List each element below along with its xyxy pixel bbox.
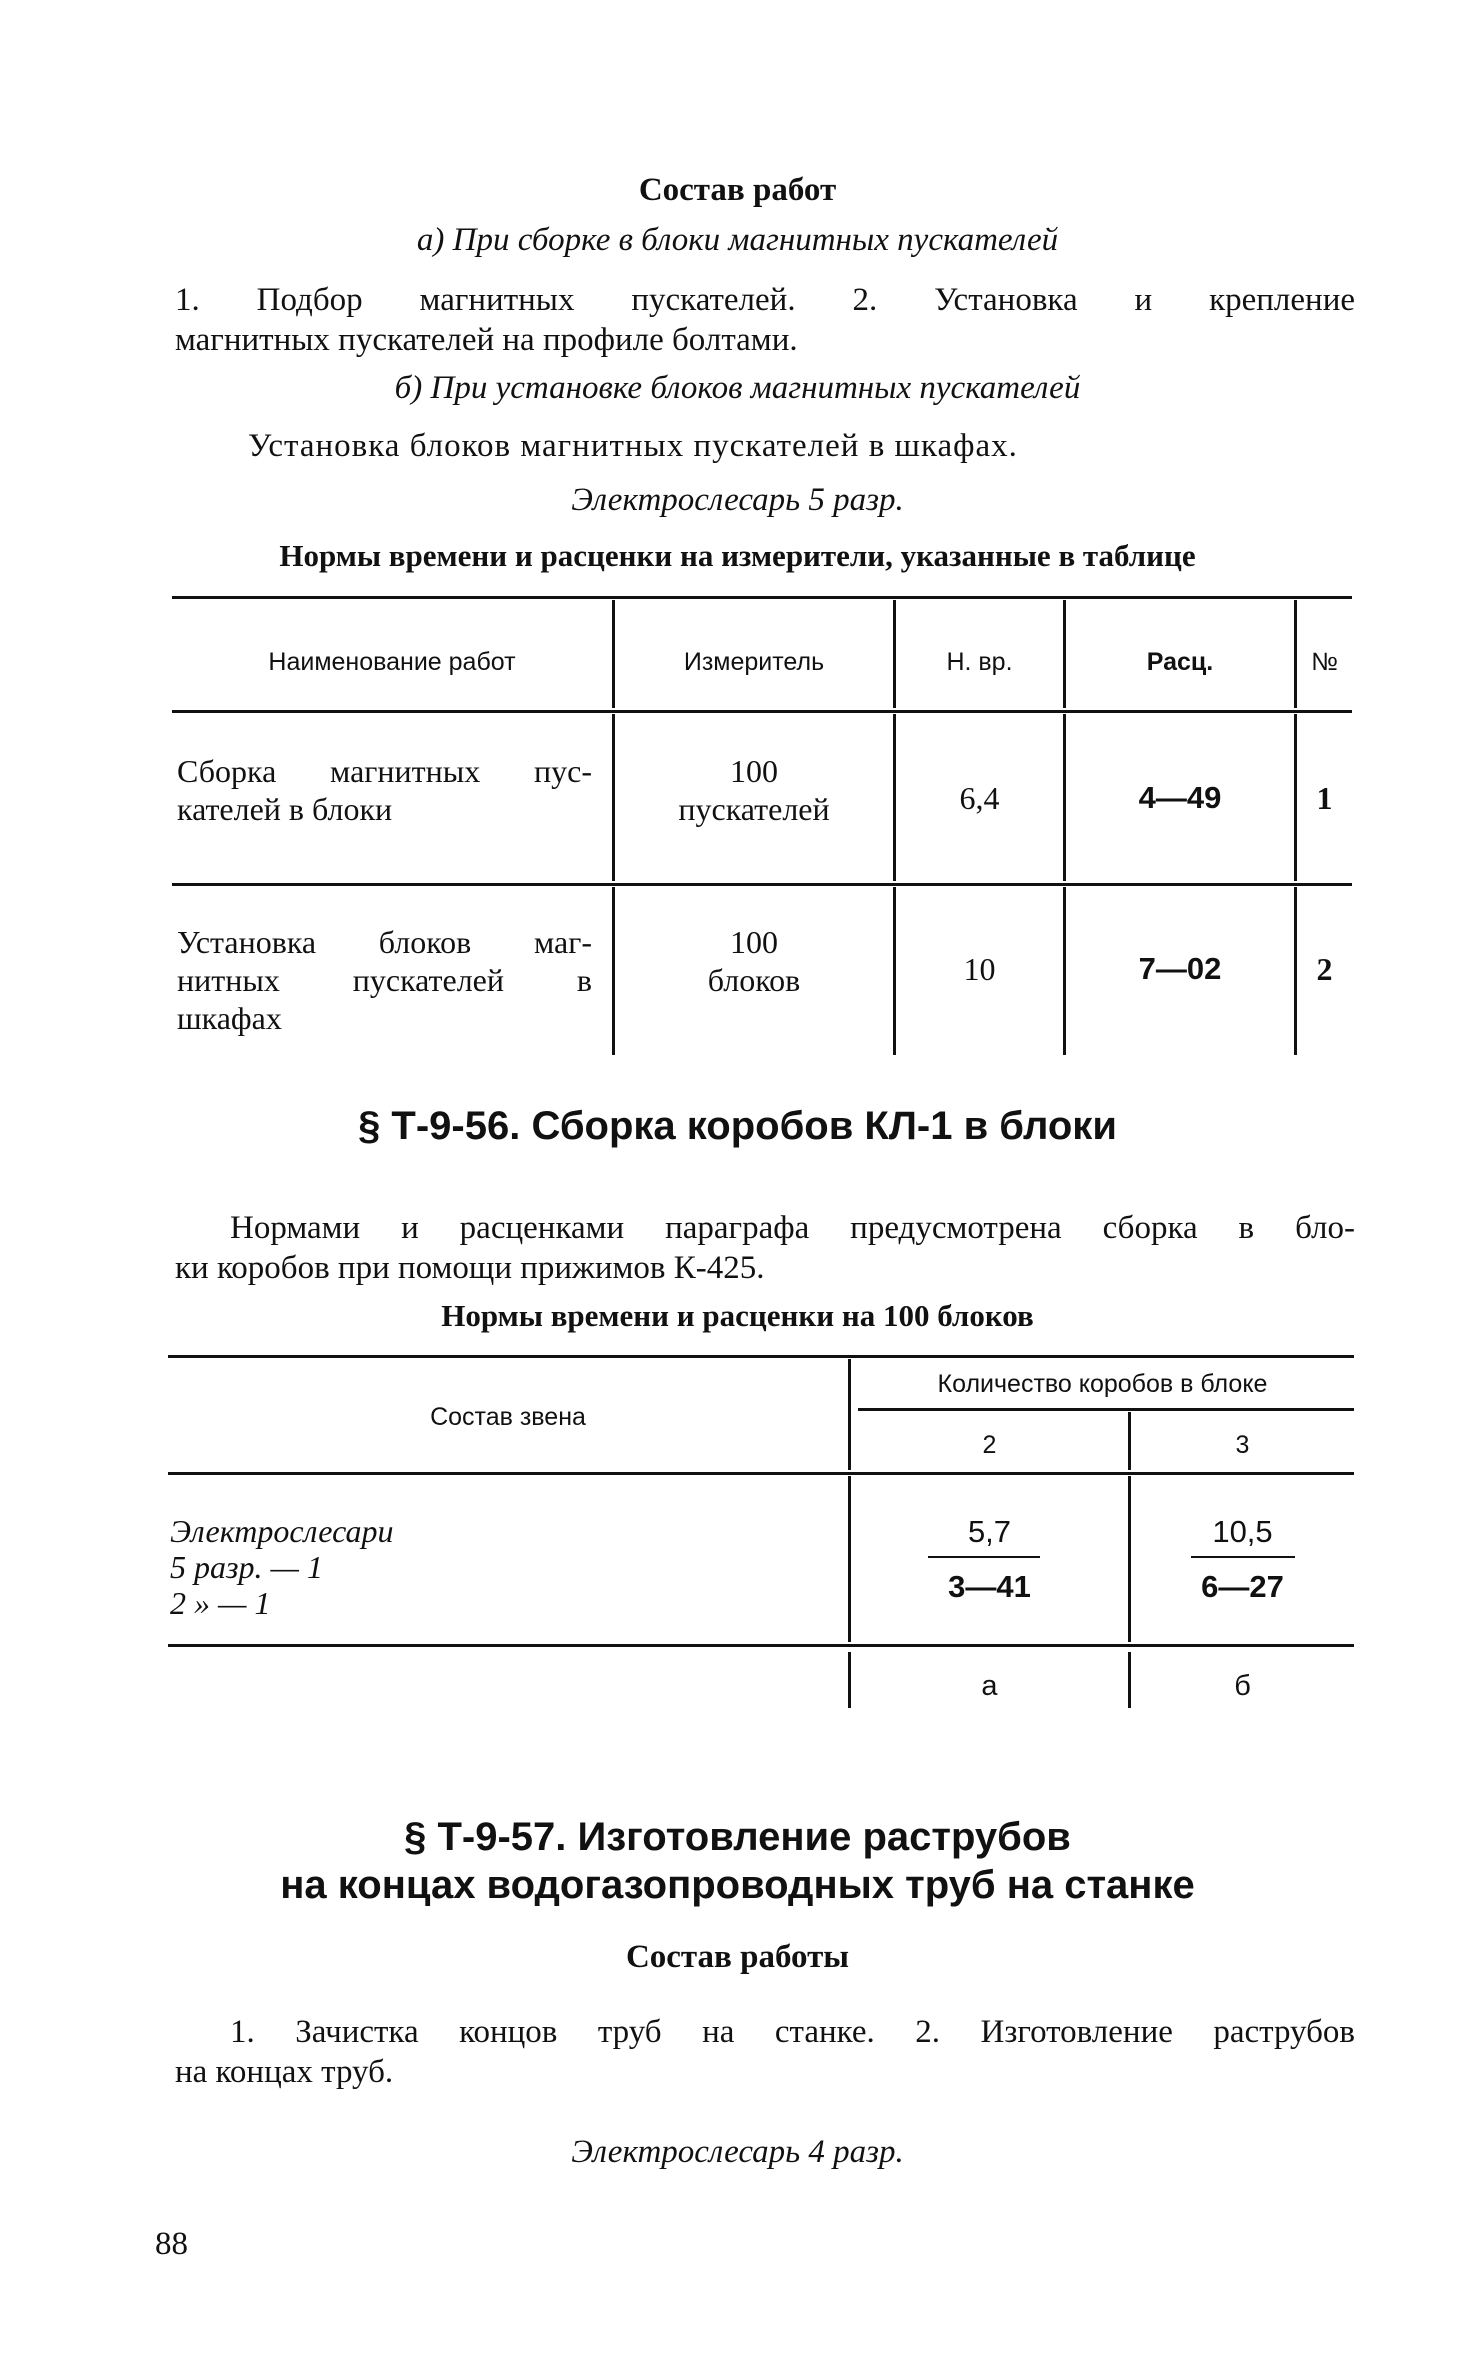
table2-subheader-3: 3 [1235,1431,1250,1459]
table1-row-2-name [177,923,592,1037]
paragraph-a [175,280,1355,360]
table1-row-1-unit [615,752,893,828]
table2-col3-time: 10,5 [1212,1514,1273,1549]
table1-header-unit: Измеритель [683,648,825,676]
paragraph-t-9-56 [175,1208,1355,1288]
page-number: 88 [155,2226,188,2262]
table1-row-1-number: 1 [1316,780,1333,816]
table1-row-2-time: 10 [963,951,996,987]
worker-grade-5: Электрослесарь 5 разр. [571,482,904,518]
table2-header-group: Количество коробов в блоке [937,1370,1268,1398]
table1-header-rule [172,710,1352,713]
table1-header-time: Н. вр. [946,648,1013,676]
table1-header-name: Наименование работ [268,648,516,676]
paragraph-t-9-57 [175,2012,1355,2092]
paragraph-t-9-57-line-2: на концах труб. [175,2054,394,2090]
worker-grade-4: Электрослесарь 4 разр. [571,2134,904,2170]
table2-col3-fraction-bar [1191,1556,1295,1558]
subheading-b: б) При установке блоков магнитных пускателей [394,370,1081,406]
table2-col3-price: 6—27 [1201,1569,1284,1604]
paragraph-t-9-56-line-2: ки коробов при помощи прижимов К-425. [175,1250,765,1286]
table2-col2-time: 5,7 [967,1514,1012,1549]
table2-top-rule [168,1355,1354,1358]
table2-subheader-2: 2 [982,1431,997,1459]
table1-header-number: № [1311,648,1338,676]
table1-row-2-unit-line-1: 100 [730,924,778,960]
norms-title-1: Нормы времени и расценки на измерители, указанные в таблице [279,538,1196,573]
table1-header-price: Расц. [1146,648,1214,676]
paragraph-a-line-2: магнитных пускателей на профиле болтами. [175,322,798,358]
table2-group-rule [858,1408,1354,1411]
section-title-t-9-56: § Т-9-56. Сборка коробов КЛ-1 в блоки [358,1104,1117,1148]
paragraph-t-9-57-line-1: 1. Зачистка концов труб на станке. 2. Изготовление раструбов [230,2014,1355,2050]
section-heading-work-composition: Состав работ [638,172,837,208]
table1-row-1-price: 4—49 [1138,780,1222,815]
section-title-t-9-57 [0,1813,1475,1909]
table1-row-2-name-line-3: шкафах [177,1000,282,1036]
table2-letter-b: б [1234,1670,1251,1702]
paragraph-b: Установка блоков магнитных пускателей в шкафах. [248,428,1018,464]
table2-header-crew: Состав звена [430,1403,586,1431]
table1-row-1-name [177,752,592,828]
table1-top-rule [172,596,1352,599]
table2-col2-price: 3—41 [948,1569,1031,1604]
table1-row-1-unit-line-2: пускателей [678,791,830,827]
table1-row-1-time: 6,4 [959,780,1000,816]
subheading-a: а) При сборке в блоки магнитных пускателей [416,222,1059,258]
paragraph-a-line-1: 1. Подбор магнитных пускателей. 2. Установка и крепление [175,282,1355,318]
norms-title-2: Нормы времени и расценки на 100 блоков [441,1298,1034,1333]
table2-crew [170,1513,830,1621]
table1-row-1-unit-line-1: 100 [730,753,778,789]
table2-col2-fraction-bar [928,1556,1040,1558]
table2-crew-line-1: Электрослесари [170,1513,394,1549]
table1-row-rule [172,883,1352,886]
table1-row-2-price: 7—02 [1138,951,1222,986]
table1-row-2-name-line-1: Установка блоков маг- [177,924,592,960]
table2-crew-line-3: 2 » — 1 [170,1585,271,1621]
table2-vline [1128,1476,1131,1642]
section-title-t-9-57-line-2: на концах водогазопроводных труб на станке [280,1863,1195,1907]
table2-letter-a: а [981,1670,998,1702]
table1-row-2-unit [615,923,893,999]
table1-row-2-unit-line-2: блоков [707,962,801,998]
table1-row-1-name-line-2: кателей в блоки [177,791,393,827]
section-heading-work-composition-2: Состав работы [625,1939,850,1975]
table2-crew-line-2: 5 разр. — 1 [170,1549,323,1585]
table1-row-2-name-line-2: нитных пускателей в [177,962,592,998]
table1-row-1-name-line-1: Сборка магнитных пус- [177,753,592,789]
paragraph-t-9-56-line-1: Нормами и расценками параграфа предусмотрена сборка в бло- [230,1210,1355,1246]
section-title-t-9-57-line-1: § Т-9-57. Изготовление раструбов [404,1815,1071,1859]
table2-bottom-rule [168,1644,1354,1647]
table2-vline [848,1476,851,1642]
table1-row-2-number: 2 [1316,951,1333,987]
table2-header-rule [168,1472,1354,1475]
